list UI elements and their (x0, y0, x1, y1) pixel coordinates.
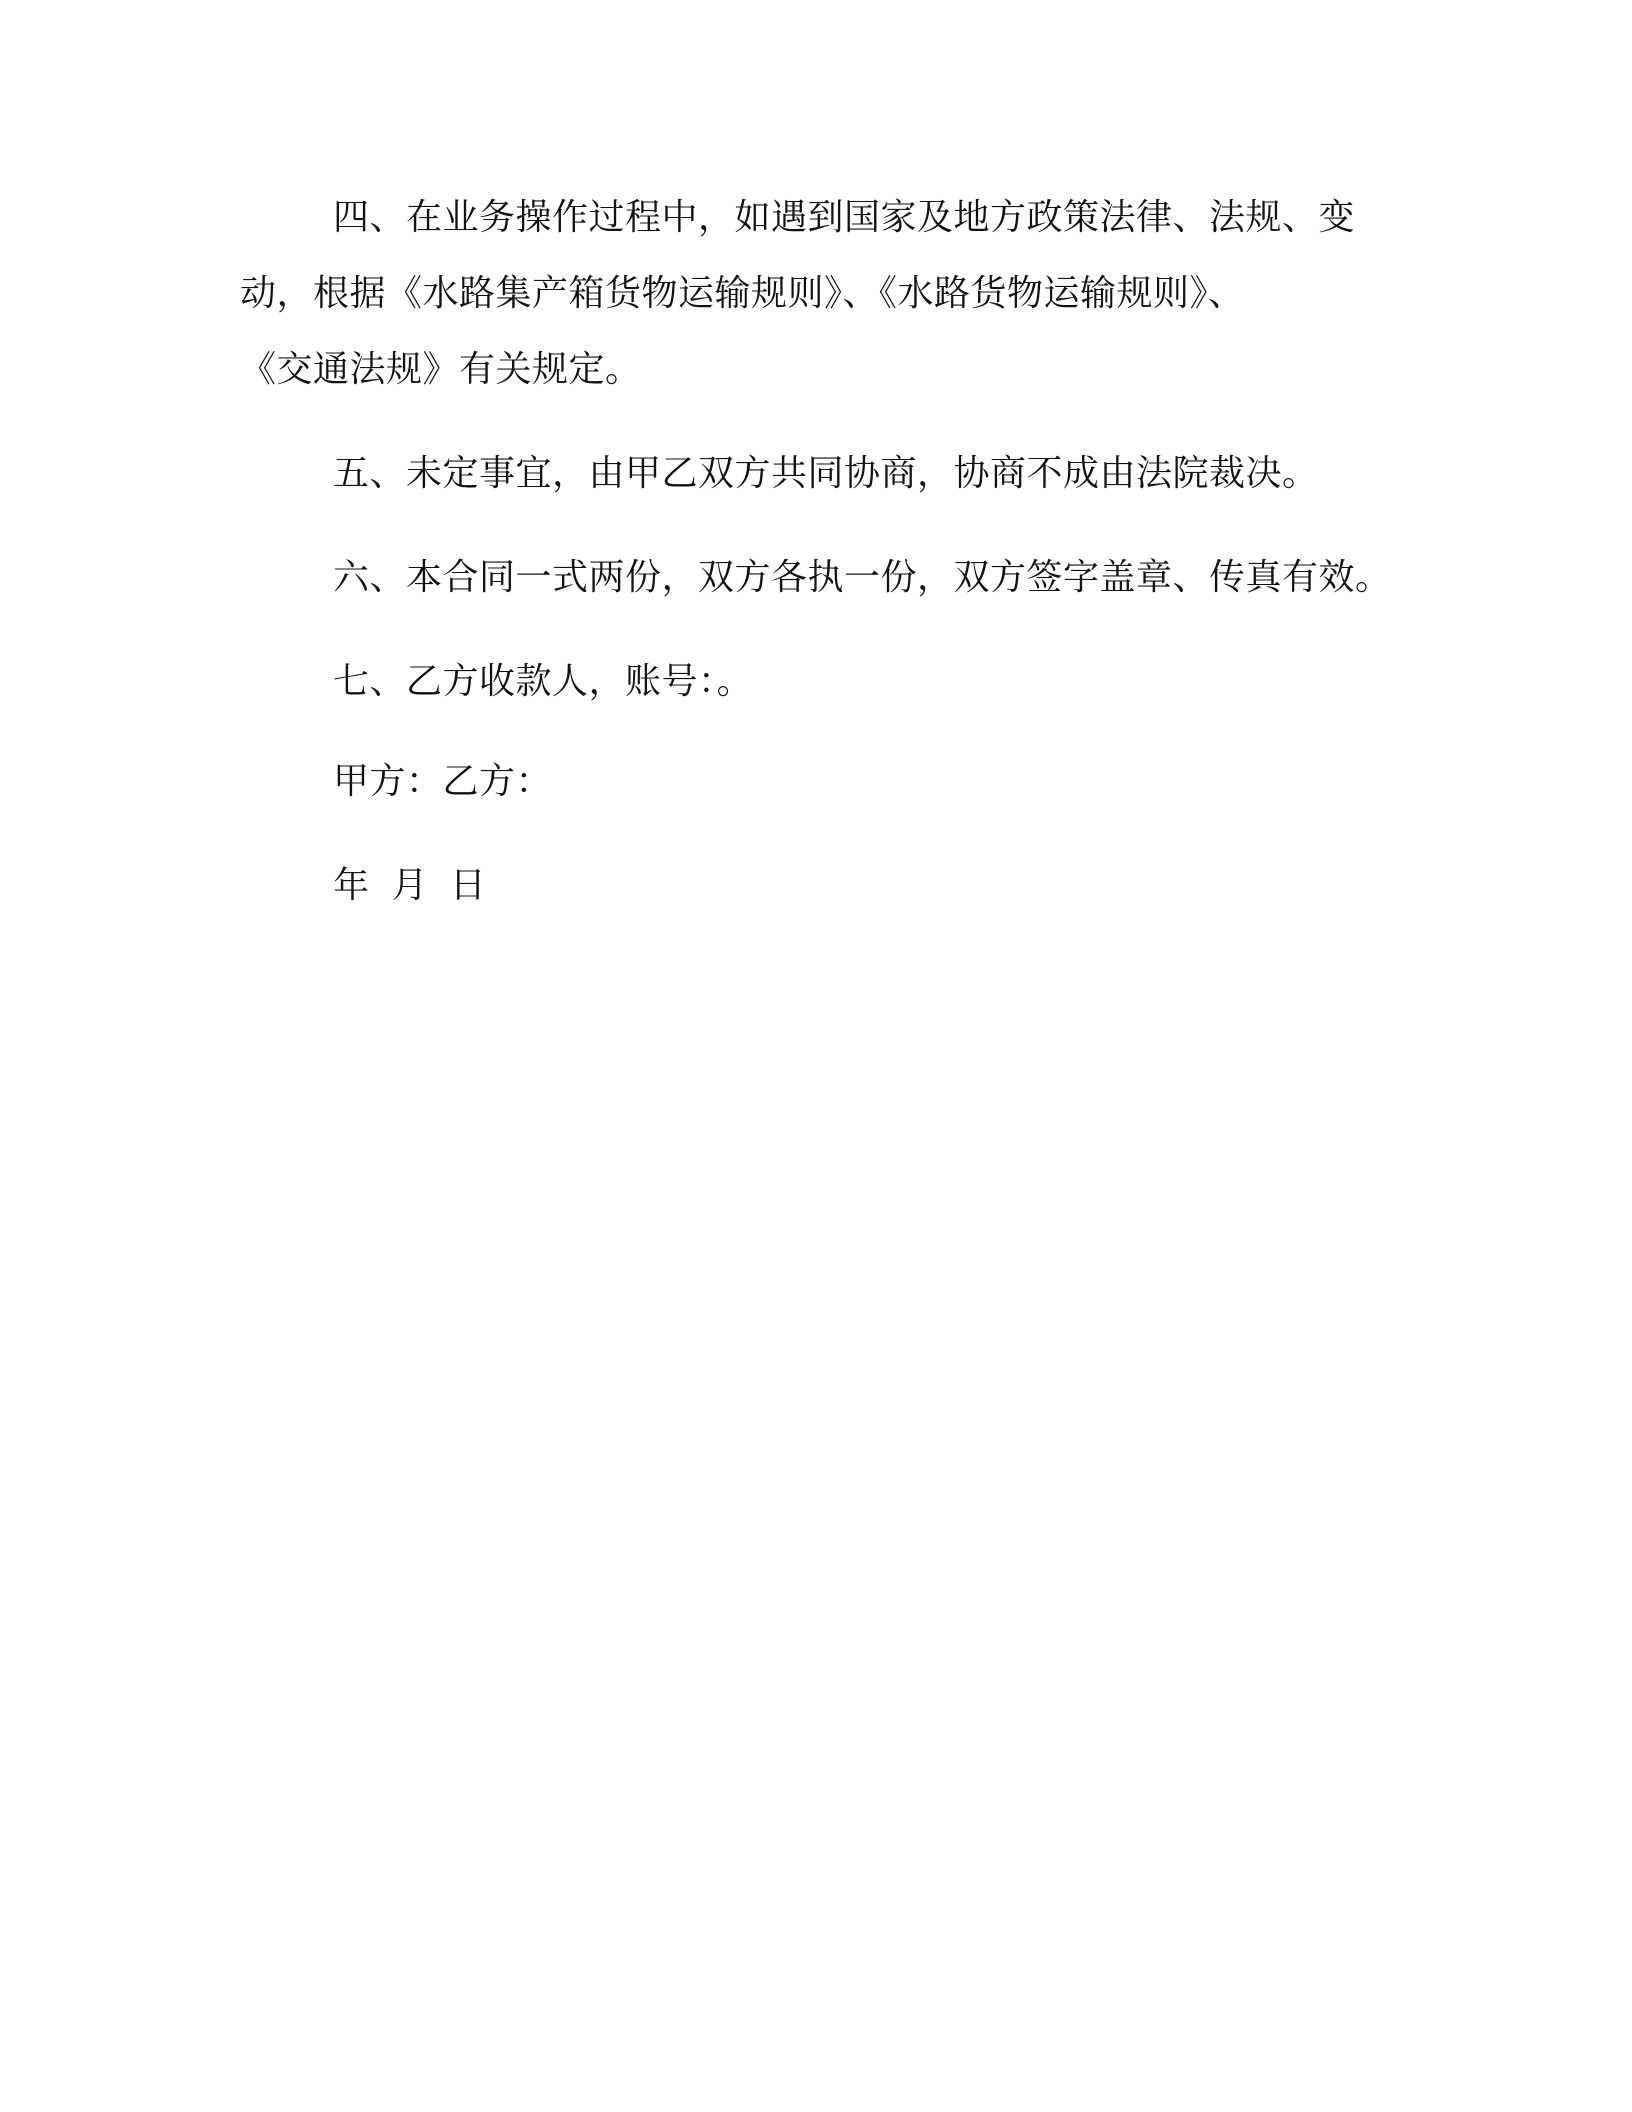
clause-5: 五、未定事宜，由甲乙双方共同协商，协商不成由法院裁决。 (333, 453, 1319, 494)
date-line: 年 月 日 (333, 865, 487, 906)
clause-4-line-3: 《交通法规》有关规定。 (240, 349, 642, 390)
clause-4-line-2: 动，根据《水路集产箱货物运输规则》、《水路货物运输规则》、 (240, 273, 1245, 314)
clause-7: 七、乙方收款人，账号：。 (333, 661, 754, 702)
clause-6: 六、本合同一式两份，双方各执一份，双方签字盖章、传真有效。 (333, 557, 1392, 598)
clause-4-line-1: 四、在业务操作过程中，如遇到国家及地方政策法律、法规、变 (333, 197, 1356, 238)
signature-line: 甲方：乙方： (333, 761, 553, 802)
